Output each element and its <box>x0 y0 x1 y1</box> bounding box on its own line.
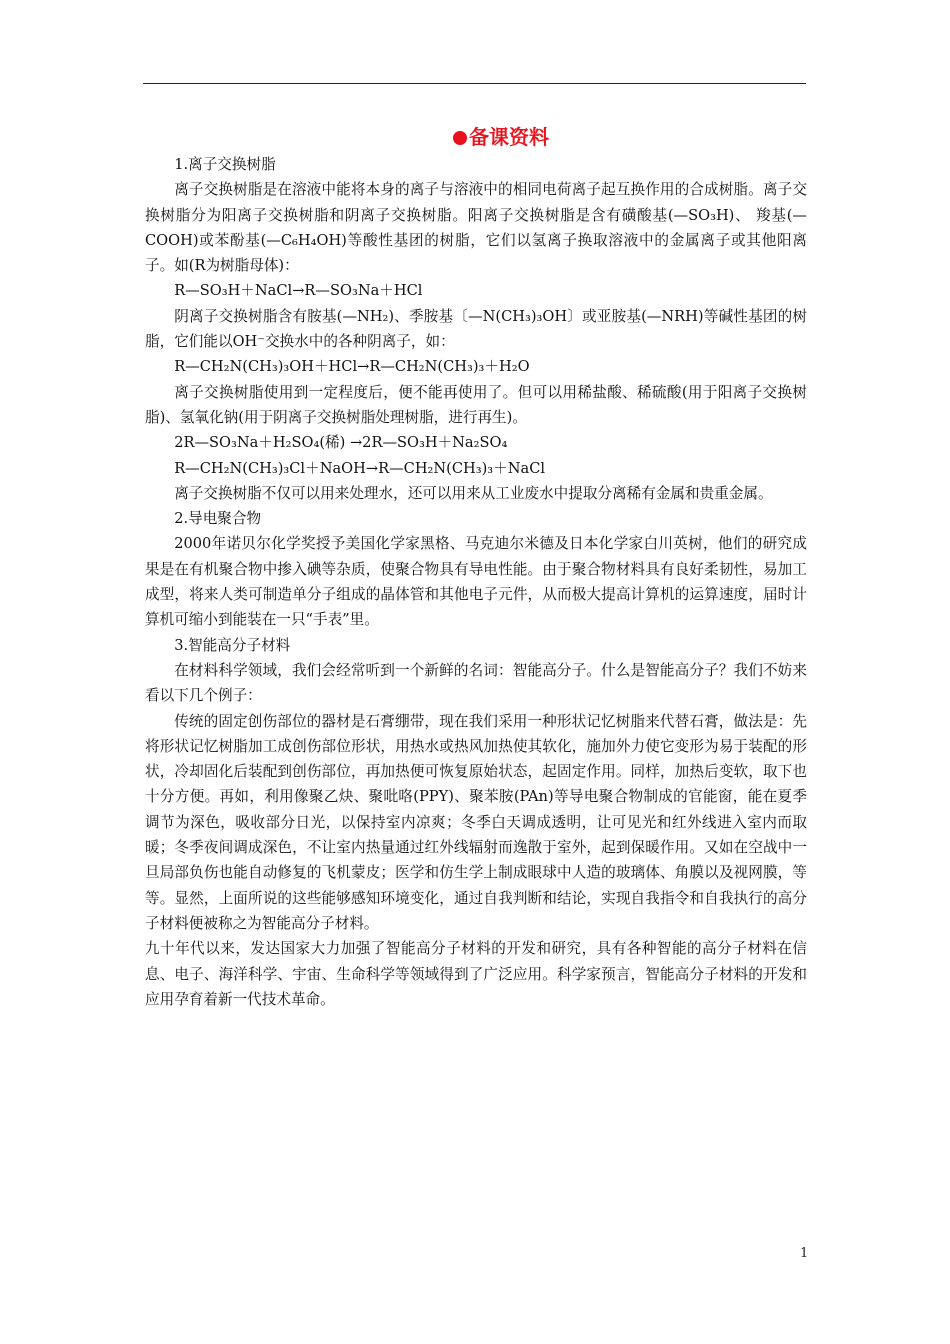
chemical-equation: R—CH₂N(CH₃)₃Cl＋NaOH→R—CH₂N(CH₃)₃＋NaCl <box>174 459 546 477</box>
page-title <box>195 122 807 152</box>
paragraph: 离子交换树脂是在溶液中能将本身的离子与溶液中的相同电荷离子起互换作用的合成树脂。离子交换树脂分为阳离子交换树脂和阴离子交换树脂。阳离子交换树脂是含有磺酸基(—SO₃H)、 羧基(—COOH)或苯酚基(—C₆H₄OH)等酸性基团的树脂，它们以氢离子换取溶液中的金属离子或其他阳离子。如(R为树脂母体)： <box>145 181 807 275</box>
page-number: 1 <box>800 1246 809 1261</box>
section-heading-3: 3.智能高分子材料 <box>174 636 291 654</box>
paragraph: 在材料科学领域，我们会经常听到一个新鲜的名词：智能高分子。什么是智能高分子？我们不妨来看以下几个例子： <box>145 661 807 705</box>
page-title-text: 备课资料 <box>469 125 549 149</box>
section-heading-1: 1.离子交换树脂 <box>174 156 276 173</box>
paragraph: 阴离子交换树脂含有胺基(—NH₂)、季胺基〔—N(CH₃)₃OH〕或亚胺基(—NRH)等碱性基团的树脂，它们能以OH⁻交换水中的各种阴离子，如： <box>145 307 807 351</box>
chemical-equation: 2R—SO₃Na＋H₂SO₄(稀) →2R—SO₃H＋Na₂SO₄ <box>174 434 508 452</box>
paragraph: 传统的固定创伤部位的器材是石膏绷带，现在我们采用一种形状记忆树脂来代替石膏，做法是：先将形状记忆树脂加工成创伤部位形状，用热水或热风加热使其软化，施加外力使它变形为易于装配的形状，冷却固化后装配到创伤部位，再加热便可恢复原始状态，起固定作用。同样，加热后变软，取下也十分方便。再如，利用像聚乙炔、聚吡咯(PPY)、聚苯胺(PAn)等导电聚合物制成的官能窗，能在夏季调节为深色，吸收部分日光，以保持室内凉爽；冬季白天调成透明，让可见光和红外线进入室内而取暖；冬季夜间调成深色，不让室内热量通过红外线辐射而逸散于室外，起到保暖作用。又如在空战中一旦局部负伤也能自动修复的飞机蒙皮；医学和仿生学上制成眼球中人造的玻璃体、角膜以及视网膜，等等。显然，上面所说的这些能够感知环境变化，通过自我判断和结论，实现自我指令和自我执行的高分子材料便被称之为智能高分子材料。 <box>145 712 807 932</box>
paragraph: 离子交换树脂使用到一定程度后，便不能再使用了。但可以用稀盐酸、稀硫酸(用于阳离子交换树脂)、氢氧化钠(用于阴离子交换树脂处理树脂，进行再生)。 <box>145 383 807 426</box>
paragraph: 九十年代以来，发达国家大力加强了智能高分子材料的开发和研究，具有各种智能的高分子材料在信息、电子、海洋科学、宇宙、生命科学等领域得到了广泛应用。科学家预言，智能高分子材料的开发和应用孕育着新一代技术革命。 <box>145 940 807 1008</box>
document-body <box>145 122 807 1012</box>
paragraph: 离子交换树脂不仅可以用来处理水，还可以用来从工业废水中提取分离稀有金属和贵重金属。 <box>174 484 773 502</box>
section-heading-2: 2.导电聚合物 <box>174 510 262 528</box>
chemical-equation: R—CH₂N(CH₃)₃OH＋HCl→R—CH₂N(CH₃)₃＋H₂O <box>174 358 530 376</box>
paragraph: 2000年诺贝尔化学奖授予美国化学家黑格、马克迪尔米德及日本化学家白川英树，他们的研究成果是在有机聚合物中掺入碘等杂质，使聚合物具有导电性能。由于聚合物材料具有良好柔韧性，易加工成型，将来人类可制造单分子组成的晶体管和其他电子元件，从而极大提高计算机的运算速度，届时计算机可缩小到能装在一只“手表”里。 <box>145 535 807 629</box>
header-rule <box>143 83 806 84</box>
chemical-equation: R—SO₃H＋NaCl→R—SO₃Na＋HCl <box>174 282 423 300</box>
bullet-dot-icon <box>453 131 467 145</box>
